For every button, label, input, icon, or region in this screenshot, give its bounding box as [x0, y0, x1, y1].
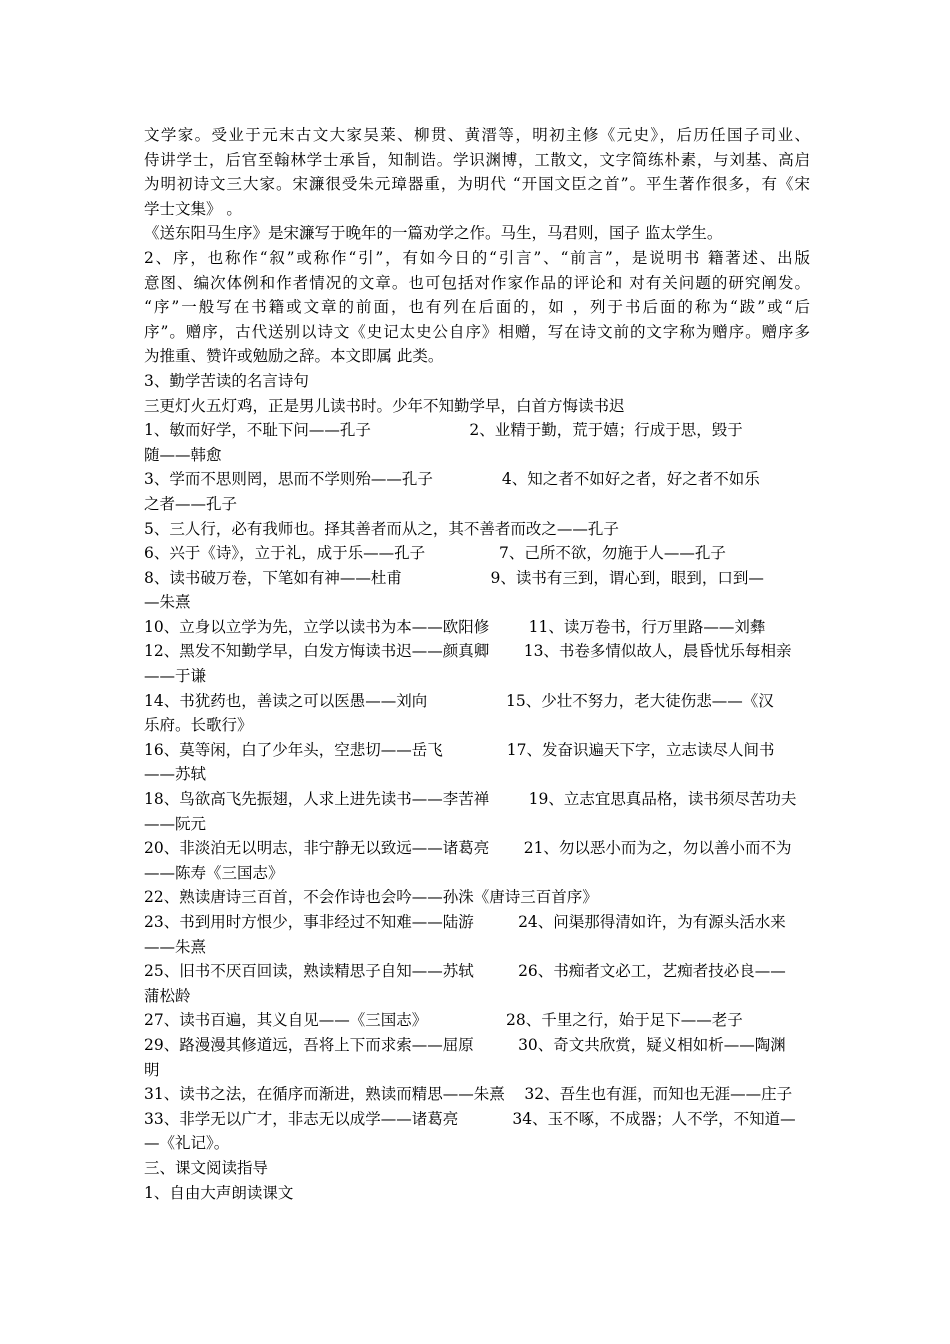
quote-line: 22、熟读唐诗三百首，不会作诗也会吟——孙洙《唐诗三百首序》 [144, 888, 598, 907]
text-line: 文学家。受业于元末古文大家吴莱、柳贯、黄溍等，明初主修《元史》，后历任国子司业、 [144, 126, 810, 144]
text-line: “序”一般写在书籍或文章的前面，也有列在后面的，如 ，列于书后面的称为“跋”或“后 [144, 298, 810, 317]
quote-line: ——朱熹 [144, 937, 207, 956]
quote-line: 14、书犹药也，善读之可以医愚——刘向 15、少壮不努力，老大徒伤悲——《汉 [144, 691, 774, 710]
quote-line: ——阮元 [144, 814, 207, 833]
text-line: 侍讲学士，后官至翰林学士承旨，知制诰。学识渊博，工散文，文字简练朴素，与刘基、高启 [144, 150, 810, 169]
quote-line: 1、敏而好学，不耻下问——孔子 2、业精于勤，荒于嬉；行成于思，毁于 [144, 421, 743, 440]
quote-line: 蒲松龄 [144, 986, 191, 1005]
text-line: 2、序，也称作“叙”或称作“引”，有如今日的“引言”、“前言”，是说明书 籍著述、出版 [144, 248, 810, 267]
quote-line: 8、读书破万卷，下笔如有神——杜甫 9、读书有三到，谓心到，眼到，口到— [144, 568, 764, 587]
quote-line: 10、立身以立学为先，立学以读书为本——欧阳修 11、读万卷书，行万里路——刘彝 [144, 617, 766, 636]
quote-line: 随——韩愈 [144, 445, 222, 464]
quote-line: ——于谦 [144, 667, 207, 686]
quote-line: 31、读书之法，在循序而渐进，熟读而精思——朱熹 32、吾生也有涯，而知也无涯——庄子 [144, 1085, 793, 1104]
quote-line: 3、学而不思则罔，思而不学则殆——孔子 4、知之者不如好之者，好之者不如乐 [144, 470, 760, 489]
text-line: 为明初诗文三大家。宋濂很受朱元璋器重，为明代 “开国文臣之首”。平生著作很多，有《宋 [144, 175, 810, 194]
section-heading: 3、勤学苦读的名言诗句 [144, 371, 309, 390]
quote-line: ——陈寿《三国志》 [144, 863, 284, 882]
quote-line: ——苏轼 [144, 765, 207, 784]
quote-line: 20、非淡泊无以明志，非宁静无以致远——诸葛亮 21、勿以恶小而为之，勿以善小而不为 [144, 839, 792, 858]
quote-line: —《礼记》。 [144, 1134, 230, 1153]
quote-line: 16、莫等闲，白了少年头，空悲切——岳飞 17、发奋识遍天下字，立志读尽人间书 [144, 740, 775, 759]
text-line: 序”。赠序，古代送别以诗文《史记太史公自序》相赠，写在诗文前的文字称为赠序。赠序多 [144, 322, 810, 341]
quote-line: —朱熹 [144, 593, 191, 612]
section-heading: 三、课文阅读指导 [144, 1158, 269, 1177]
quote-line: 25、旧书不厌百回读，熟读精思子自知——苏轼 26、书痴者文必工，艺痴者技必良—— [144, 962, 786, 981]
quote-line: 之者——孔子 [144, 494, 238, 513]
text-line: 学士文集》 。 [144, 199, 242, 218]
quote-line: 29、路漫漫其修道远，吾将上下而求索——屈原 30、奇文共欣赏，疑义相如析——陶渊 [144, 1035, 786, 1054]
quote-line: 明 [144, 1060, 160, 1079]
quote-line: 乐府。长歌行》 [144, 716, 253, 735]
text-line: 为推重、赞许或勉励之辞。本文即属 此类。 [144, 347, 444, 366]
quote-line: 12、黑发不知勤学早，白发方悔读书迟——颜真卿 13、书卷多情似故人，晨昏忧乐每相亲 [144, 642, 792, 661]
text-line: 意图、编次体例和作者情况的文章。也可包括对作家作品的评论和 对有关问题的研究阐发。 [144, 273, 810, 292]
quote-line: 27、读书百遍，其义自见——《三国志》 28、千里之行，始于足下——老子 [144, 1011, 743, 1030]
quote-line: 33、非学无以广才，非志无以成学——诸葛亮 34、玉不啄，不成器；人不学，不知道— [144, 1109, 796, 1128]
text-line: 《送东阳马生序》是宋濂写于晚年的一篇劝学之作。马生，马君则，国子 监太学生。 [144, 224, 723, 243]
quote-line: 5、三人行，必有我师也。择其善者而从之，其不善者而改之——孔子 [144, 519, 619, 538]
quote-line: 23、书到用时方恨少，事非经过不知难——陆游 24、问渠那得清如许，为有源头活水来 [144, 913, 786, 931]
document-body [144, 123, 810, 1205]
quote-line: 18、鸟欲高飞先振翅，人求上进先读书——李苦禅 19、立志宜思真品格，读书须尽苦功夫 [144, 790, 797, 809]
text-line: 三更灯火五灯鸡，正是男儿读书时。少年不知勤学早，白首方悔读书迟 [144, 396, 625, 415]
quote-line: 6、兴于《诗》，立于礼，成于乐——孔子 7、己所不欲，勿施于人——孔子 [144, 544, 726, 563]
subsection-heading: 1、自由大声朗读课文 [144, 1183, 294, 1202]
